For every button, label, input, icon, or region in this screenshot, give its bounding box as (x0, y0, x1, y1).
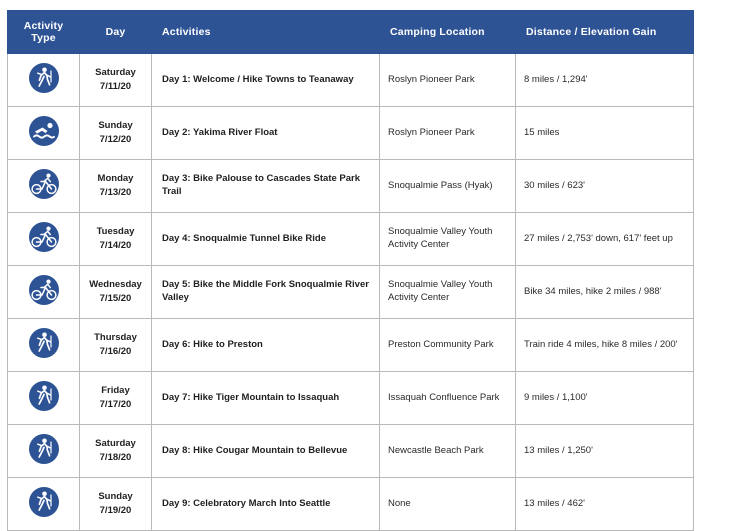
table-body (8, 54, 694, 531)
table-row (8, 54, 694, 107)
hiker-icon (29, 381, 59, 411)
distance-elevation-cell: 8 miles / 1,294' (516, 54, 694, 107)
day-cell (80, 54, 152, 107)
day-name: Monday (97, 173, 134, 185)
cyclist-icon (29, 275, 59, 305)
distance-elevation-cell: Bike 34 miles, hike 2 miles / 988' (516, 266, 694, 319)
distance-elevation-cell: 9 miles / 1,100' (516, 372, 694, 425)
hiker-icon (29, 487, 59, 517)
hiker-icon (29, 63, 59, 93)
activity-cell: Day 2: Yakima River Float (152, 107, 380, 160)
distance-elevation-cell: 30 miles / 623' (516, 160, 694, 213)
camping-location-cell: Preston Community Park (380, 319, 516, 372)
day-name: Tuesday (96, 226, 135, 238)
day-cell (80, 213, 152, 266)
day-name: Sunday (98, 491, 133, 503)
distance-elevation-cell: 27 miles / 2,753' down, 617' feet up (516, 213, 694, 266)
camping-location-cell: Newcastle Beach Park (380, 425, 516, 478)
distance-elevation-cell: Train ride 4 miles, hike 8 miles / 200' (516, 319, 694, 372)
activity-type-cell (8, 54, 80, 107)
hiker-icon (29, 328, 59, 358)
day-name: Sunday (98, 120, 133, 132)
day-cell (80, 107, 152, 160)
activity-type-cell (8, 319, 80, 372)
day-date: 7/11/20 (99, 81, 132, 92)
activity-cell: Day 3: Bike Palouse to Cascades State Park Trail (152, 160, 380, 213)
table-row (8, 478, 694, 531)
table-row (8, 213, 694, 266)
activity-type-cell (8, 213, 80, 266)
camping-location-cell: Issaquah Confluence Park (380, 372, 516, 425)
table-row (8, 266, 694, 319)
distance-elevation-cell: 13 miles / 1,250' (516, 425, 694, 478)
table-row (8, 319, 694, 372)
table-row (8, 425, 694, 478)
day-date: 7/15/20 (99, 293, 132, 304)
camping-location-cell: Snoqualmie Valley Youth Activity Center (380, 266, 516, 319)
activity-cell: Day 1: Welcome / Hike Towns to Teanaway (152, 54, 380, 107)
day-date: 7/14/20 (99, 240, 132, 251)
camping-location-cell: None (380, 478, 516, 531)
table-row (8, 160, 694, 213)
camping-location-cell: Roslyn Pioneer Park (380, 54, 516, 107)
distance-elevation-cell: 13 miles / 462' (516, 478, 694, 531)
activity-cell: Day 6: Hike to Preston (152, 319, 380, 372)
column-header-distance-elevation: Distance / Elevation Gain (516, 11, 694, 54)
day-name: Saturday (95, 438, 136, 450)
activity-type-cell (8, 160, 80, 213)
camping-location-cell: Roslyn Pioneer Park (380, 107, 516, 160)
table-row (8, 372, 694, 425)
camping-location-cell: Snoqualmie Valley Youth Activity Center (380, 213, 516, 266)
activity-type-cell (8, 372, 80, 425)
day-date: 7/19/20 (99, 505, 132, 516)
activity-type-cell (8, 107, 80, 160)
day-name: Friday (101, 385, 130, 397)
day-cell (80, 372, 152, 425)
itinerary-table (7, 10, 694, 531)
day-date: 7/16/20 (99, 346, 132, 357)
activity-cell: Day 7: Hike Tiger Mountain to Issaquah (152, 372, 380, 425)
table-header (8, 11, 694, 54)
activity-type-cell (8, 266, 80, 319)
cyclist-icon (29, 169, 59, 199)
swimmer-icon (29, 116, 59, 146)
day-date: 7/18/20 (99, 452, 132, 463)
day-date: 7/12/20 (99, 134, 132, 145)
day-date: 7/17/20 (99, 399, 132, 410)
table-row (8, 107, 694, 160)
activity-cell: Day 9: Celebratory March Into Seattle (152, 478, 380, 531)
cyclist-icon (29, 222, 59, 252)
activity-cell: Day 4: Snoqualmie Tunnel Bike Ride (152, 213, 380, 266)
day-cell (80, 266, 152, 319)
column-header-activity-type: Activity Type (8, 11, 80, 54)
distance-elevation-cell: 15 miles (516, 107, 694, 160)
day-cell (80, 425, 152, 478)
column-header-activities: Activities (152, 11, 380, 54)
camping-location-cell: Snoqualmie Pass (Hyak) (380, 160, 516, 213)
activity-type-cell (8, 425, 80, 478)
activity-cell: Day 5: Bike the Middle Fork Snoqualmie River Valley (152, 266, 380, 319)
day-date: 7/13/20 (99, 187, 132, 198)
day-cell (80, 160, 152, 213)
column-header-day: Day (80, 11, 152, 54)
day-name: Thursday (94, 332, 137, 344)
day-name: Wednesday (89, 279, 142, 291)
day-cell (80, 319, 152, 372)
table-header-row (8, 11, 694, 54)
activity-cell: Day 8: Hike Cougar Mountain to Bellevue (152, 425, 380, 478)
day-cell (80, 478, 152, 531)
activity-type-cell (8, 478, 80, 531)
day-name: Saturday (95, 67, 136, 79)
column-header-camping-location: Camping Location (380, 11, 516, 54)
